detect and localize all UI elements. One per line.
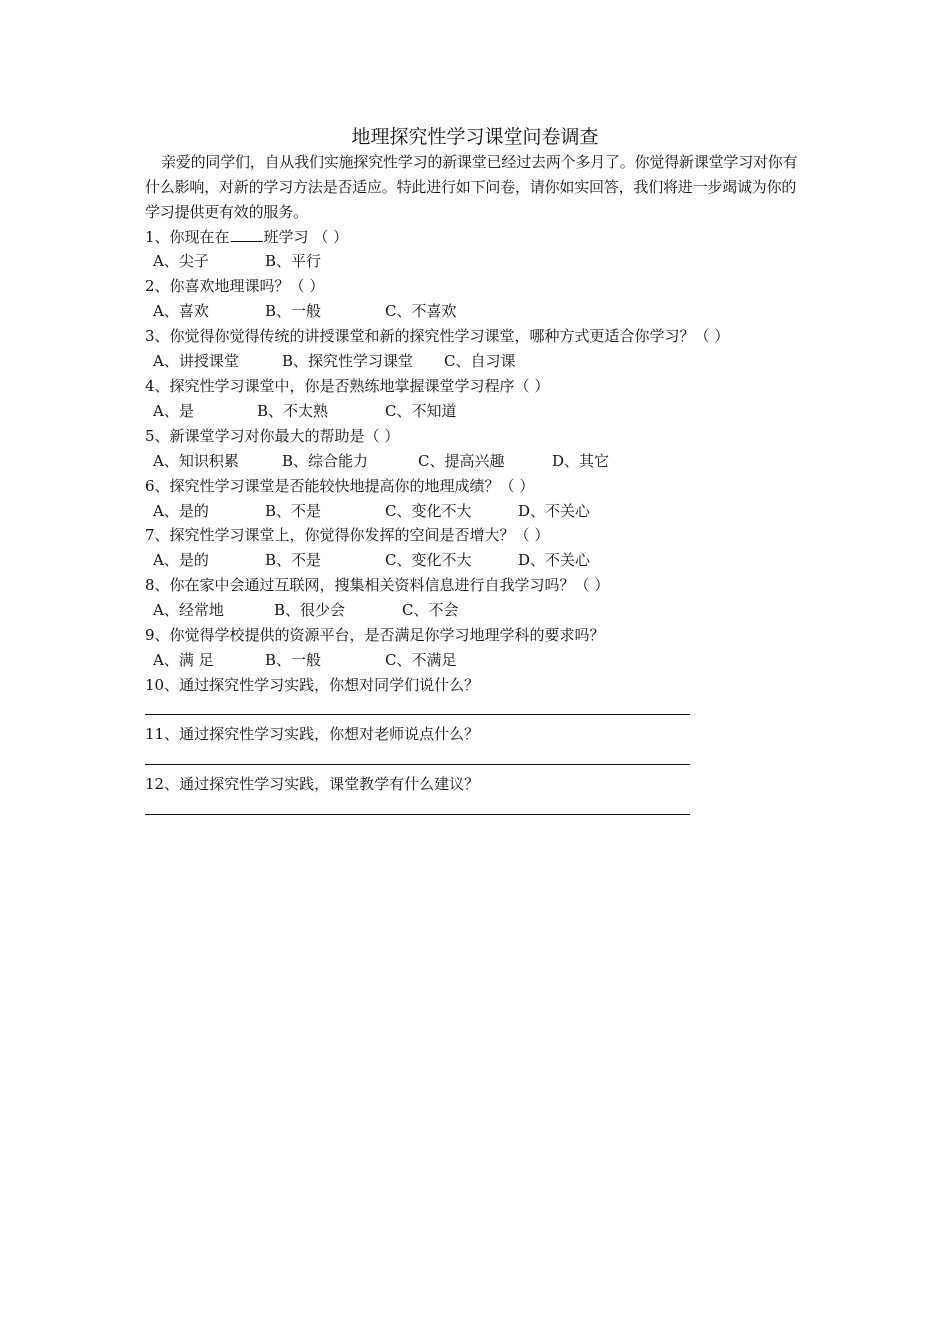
- q9-option-a: A、满 足: [153, 651, 214, 669]
- q1-option-a: A、尖子: [153, 252, 209, 270]
- question-3: 3、你觉得你觉得传统的讲授课堂和新的探究性学习课堂，哪种方式更适合你学习？（ ）: [145, 327, 730, 345]
- question-4: 4、探究性学习课堂中，你是否熟练地掌握课堂学习程序（ ）: [145, 377, 550, 395]
- question-10: 10、通过探究性学习实践，你想对同学们说什么？: [145, 676, 480, 694]
- q8-option-b: B、很少会: [274, 601, 346, 619]
- q5-option-b: B、综合能力: [282, 452, 369, 470]
- class-blank: [231, 224, 263, 242]
- q4-option-a: A、是: [153, 402, 194, 420]
- question-9: 9、你觉得学校提供的资源平台，是否满足你学习地理学科的要求吗？: [145, 626, 605, 644]
- answer-line-10[interactable]: [145, 714, 690, 715]
- answer-line-12[interactable]: [145, 814, 690, 815]
- q6-option-c: C、变化不大: [385, 502, 472, 520]
- question-5: 5、新课堂学习对你最大的帮助是（ ）: [145, 427, 400, 445]
- question-2: 2、你喜欢地理课吗？（ ）: [145, 277, 325, 295]
- q4-option-c: C、不知道: [385, 402, 457, 420]
- q8-option-c: C、不会: [402, 601, 459, 619]
- q1-option-b: B、平行: [265, 252, 322, 270]
- q4-option-b: B、不太熟: [257, 402, 329, 420]
- q6-option-b: B、不是: [265, 502, 322, 520]
- question-6: 6、探究性学习课堂是否能较快地提高你的地理成绩？（ ）: [145, 477, 535, 495]
- q3-option-c: C、自习课: [444, 352, 516, 370]
- q8-option-a: A、经常地: [153, 601, 224, 619]
- q5-option-d: D、其它: [552, 452, 610, 470]
- q5-option-c: C、提高兴趣: [418, 452, 505, 470]
- q7-option-d: D、不关心: [518, 551, 591, 569]
- q7-option-b: B、不是: [265, 551, 322, 569]
- q2-option-b: B、一般: [265, 302, 322, 320]
- page-title: 地理探究性学习课堂问卷调查: [351, 126, 599, 148]
- q3-option-a: A、讲授课堂: [153, 352, 239, 370]
- q6-option-a: A、是的: [153, 502, 209, 520]
- q2-option-c: C、不喜欢: [385, 302, 457, 320]
- q9-option-b: B、一般: [265, 651, 322, 669]
- q6-option-d: D、不关心: [518, 502, 591, 520]
- q2-option-a: A、喜欢: [153, 302, 209, 320]
- question-1-before: 1、你现在在: [145, 228, 230, 246]
- question-1: [145, 224, 348, 250]
- q7-option-a: A、是的: [153, 551, 209, 569]
- question-12: 12、通过探究性学习实践，课堂教学有什么建议？: [145, 775, 480, 793]
- question-11: 11、通过探究性学习实践，你想对老师说点什么？: [145, 725, 480, 743]
- question-1-after: 班学习 （ ）: [263, 228, 349, 246]
- q7-option-c: C、变化不大: [385, 551, 472, 569]
- intro-paragraph: 亲爱的同学们，自从我们实施探究性学习的新课堂已经过去两个多月了。你觉得新课堂学习对你有什么影响，对新的学习方法是否适应。特此进行如下问卷，请你如实回答，我们将进一步竭诚为你的学习提供更有效的服务。: [145, 153, 798, 221]
- q5-option-a: A、知识积累: [153, 452, 239, 470]
- question-8: 8、你在家中会通过互联网，搜集相关资料信息进行自我学习吗？（ ）: [145, 576, 610, 594]
- q9-option-c: C、不满足: [385, 651, 457, 669]
- question-7: 7、探究性学习课堂上，你觉得你发挥的空间是否增大？（ ）: [145, 526, 550, 544]
- answer-line-11[interactable]: [145, 764, 690, 765]
- q3-option-b: B、探究性学习课堂: [282, 352, 414, 370]
